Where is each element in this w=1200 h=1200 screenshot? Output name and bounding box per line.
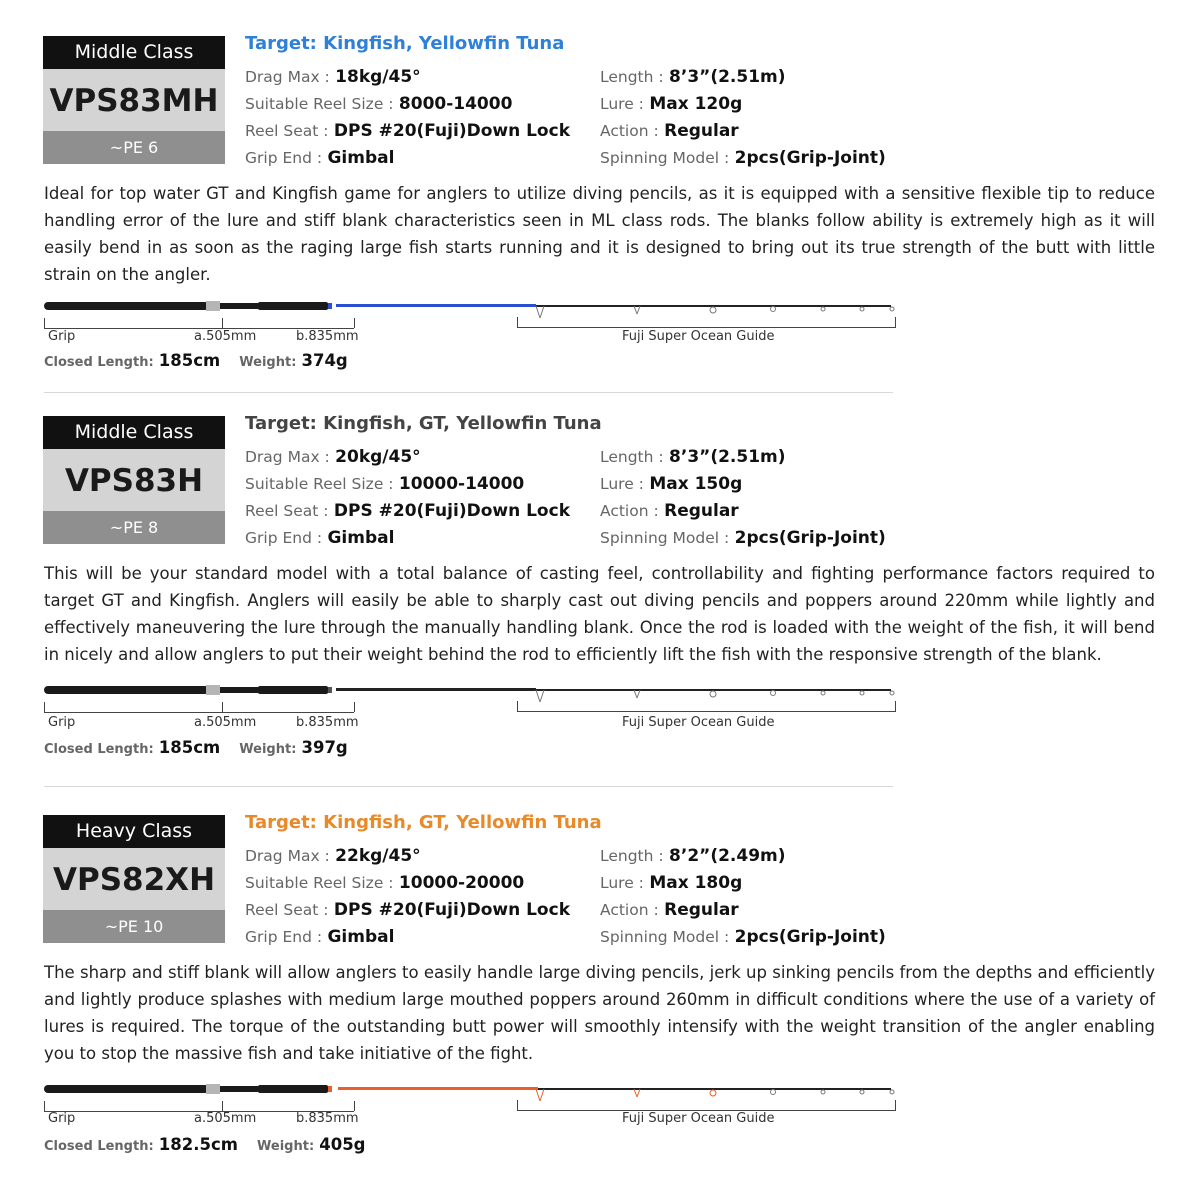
spec-label: Reel Seat : <box>245 502 329 520</box>
spec-action <box>600 121 739 141</box>
spec-label: Action : <box>600 901 659 919</box>
spec-value: 2pcs(Grip-Joint) <box>734 528 886 548</box>
grip-label: Grip <box>48 329 76 344</box>
spec-lure <box>600 873 742 893</box>
spec-label: Spinning Model : <box>600 928 730 946</box>
grip-label: Grip <box>48 1111 76 1126</box>
spec-value: Gimbal <box>327 148 395 168</box>
spec-label: Grip End : <box>245 149 323 167</box>
length-b-label: b.835mm <box>296 1111 359 1126</box>
closed-length-label: Closed Length: <box>44 1139 154 1154</box>
weight-value: 397g <box>301 738 348 757</box>
spec-label: Length : <box>600 68 664 86</box>
spec-label: Lure : <box>600 874 644 892</box>
spec-label: Action : <box>600 502 659 520</box>
spec-value: 8000-14000 <box>398 94 513 114</box>
spec-value: DPS #20(Fuji)Down Lock <box>333 501 570 521</box>
weight-label: Weight: <box>239 355 297 370</box>
spec-reel-size <box>245 873 524 893</box>
spec-value: 2pcs(Grip-Joint) <box>734 148 886 168</box>
class-label: Middle Class <box>43 36 225 69</box>
closed-length-value: 185cm <box>158 738 221 757</box>
spec-label: Lure : <box>600 475 644 493</box>
spec-value: 20kg/45° <box>335 447 421 467</box>
spec-label: Drag Max : <box>245 68 330 86</box>
spec-value: Max 120g <box>649 94 743 114</box>
weight-label: Weight: <box>257 1139 315 1154</box>
spec-label: Suitable Reel Size : <box>245 874 394 892</box>
spec-length <box>600 67 786 87</box>
product-section-vps83h <box>0 410 1200 780</box>
spec-spinning-model <box>600 528 886 548</box>
spec-value: 10000-20000 <box>398 873 525 893</box>
spec-label: Spinning Model : <box>600 529 730 547</box>
spec-reel-size <box>245 94 512 114</box>
closed-length-value: 182.5cm <box>158 1135 238 1154</box>
spec-label: Drag Max : <box>245 448 330 466</box>
spec-value: Gimbal <box>327 927 395 947</box>
spec-reel-size <box>245 474 524 494</box>
guide-label: Fuji Super Ocean Guide <box>622 1111 775 1126</box>
spec-action <box>600 501 739 521</box>
grip-label: Grip <box>48 715 76 730</box>
spec-value: 2pcs(Grip-Joint) <box>734 927 886 947</box>
spec-value: Regular <box>664 121 739 141</box>
closed-length-weight <box>44 738 362 757</box>
spec-label: Drag Max : <box>245 847 330 865</box>
length-a-label: a.505mm <box>194 1111 257 1126</box>
closed-length-weight <box>44 351 362 370</box>
length-a-label: a.505mm <box>194 329 257 344</box>
spec-label: Length : <box>600 448 664 466</box>
closed-length-weight <box>44 1135 380 1154</box>
spec-drag-max <box>245 846 421 866</box>
pe-rating: ~PE 8 <box>43 511 225 544</box>
spec-label: Suitable Reel Size : <box>245 475 394 493</box>
closed-length-value: 185cm <box>158 351 221 370</box>
spec-label: Grip End : <box>245 529 323 547</box>
target-species: Target: Kingfish, GT, Yellowfin Tuna <box>245 812 602 833</box>
spec-label: Grip End : <box>245 928 323 946</box>
weight-label: Weight: <box>239 742 297 757</box>
model-name: VPS82XH <box>43 848 225 910</box>
spec-value: Max 150g <box>649 474 743 494</box>
class-label: Heavy Class <box>43 815 225 848</box>
spec-spinning-model <box>600 927 886 947</box>
model-name: VPS83H <box>43 449 225 511</box>
class-label: Middle Class <box>43 416 225 449</box>
pe-rating: ~PE 6 <box>43 131 225 164</box>
model-badge <box>43 815 225 943</box>
pe-rating: ~PE 10 <box>43 910 225 943</box>
spec-label: Reel Seat : <box>245 901 329 919</box>
spec-length <box>600 846 786 866</box>
spec-value: 8’3”(2.51m) <box>669 67 786 87</box>
product-description: Ideal for top water GT and Kingfish game for anglers to utilize diving pencils, as it is equipped with a sensitive flexible tip to reduce handling error of the lure and stiff blank characteristics seen in ML class rods. The blanks follow ability is extremely high as it will easily bend in as soon as the raging large fish starts running and it is designed to bring out its true strength of the butt with little strain on the angler. <box>44 184 1155 284</box>
length-a-label: a.505mm <box>194 715 257 730</box>
spec-value: 8’2”(2.49m) <box>669 846 786 866</box>
guide-label: Fuji Super Ocean Guide <box>622 715 775 730</box>
spec-spinning-model <box>600 148 886 168</box>
section-divider <box>44 392 893 393</box>
spec-label: Lure : <box>600 95 644 113</box>
spec-label: Length : <box>600 847 664 865</box>
target-species: Target: Kingfish, Yellowfin Tuna <box>245 33 565 54</box>
guide-label: Fuji Super Ocean Guide <box>622 329 775 344</box>
spec-drag-max <box>245 447 421 467</box>
spec-value: Gimbal <box>327 528 395 548</box>
product-section-vps83mh <box>0 30 1200 390</box>
spec-action <box>600 900 739 920</box>
spec-lure <box>600 474 742 494</box>
spec-value: 22kg/45° <box>335 846 421 866</box>
section-divider <box>44 786 893 787</box>
spec-value: 8’3”(2.51m) <box>669 447 786 467</box>
spec-grip-end <box>245 528 394 548</box>
spec-value: 18kg/45° <box>335 67 421 87</box>
length-b-label: b.835mm <box>296 715 359 730</box>
product-description: This will be your standard model with a total balance of casting feel, controllability and fighting performance factors required to target GT and Kingfish. Anglers will easily be able to sharply cast out diving pencils and poppers around 220mm while lightly and effectively maneuvering the lure through the manually handling blank. Once the rod is loaded with the weight of the fish, it will bend in nicely and allow anglers to put their weight behind the rod to efficiently lift the fish with the responsive strength of the blank. <box>44 564 1155 664</box>
spec-length <box>600 447 786 467</box>
spec-value: DPS #20(Fuji)Down Lock <box>333 900 570 920</box>
spec-drag-max <box>245 67 421 87</box>
model-name: VPS83MH <box>43 69 225 131</box>
spec-lure <box>600 94 742 114</box>
spec-value: DPS #20(Fuji)Down Lock <box>333 121 570 141</box>
spec-label: Spinning Model : <box>600 149 730 167</box>
spec-value: 10000-14000 <box>398 474 525 494</box>
length-b-label: b.835mm <box>296 329 359 344</box>
spec-value: Regular <box>664 501 739 521</box>
closed-length-label: Closed Length: <box>44 355 154 370</box>
model-badge <box>43 416 225 544</box>
product-description: The sharp and stiff blank will allow anglers to easily handle large diving pencils, jerk up sinking pencils from the depths and efficiently and lightly produce splashes with medium large mouthed poppers around 260mm in difficult conditions where the use of a variety of lures is required. The torque of the outstanding butt power will smoothly intensify with the weight transition of the angler enabling you to stop the massive fish and take initiative of the fight. <box>44 963 1155 1063</box>
spec-label: Action : <box>600 122 659 140</box>
product-section-vps82xh <box>0 809 1200 1189</box>
closed-length-label: Closed Length: <box>44 742 154 757</box>
weight-value: 374g <box>301 351 348 370</box>
spec-label: Suitable Reel Size : <box>245 95 394 113</box>
spec-grip-end <box>245 148 394 168</box>
spec-reel-seat <box>245 501 570 521</box>
spec-value: Regular <box>664 900 739 920</box>
spec-reel-seat <box>245 121 570 141</box>
spec-reel-seat <box>245 900 570 920</box>
weight-value: 405g <box>319 1135 366 1154</box>
spec-value: Max 180g <box>649 873 743 893</box>
target-species: Target: Kingfish, GT, Yellowfin Tuna <box>245 413 602 434</box>
model-badge <box>43 36 225 164</box>
spec-label: Reel Seat : <box>245 122 329 140</box>
spec-grip-end <box>245 927 394 947</box>
